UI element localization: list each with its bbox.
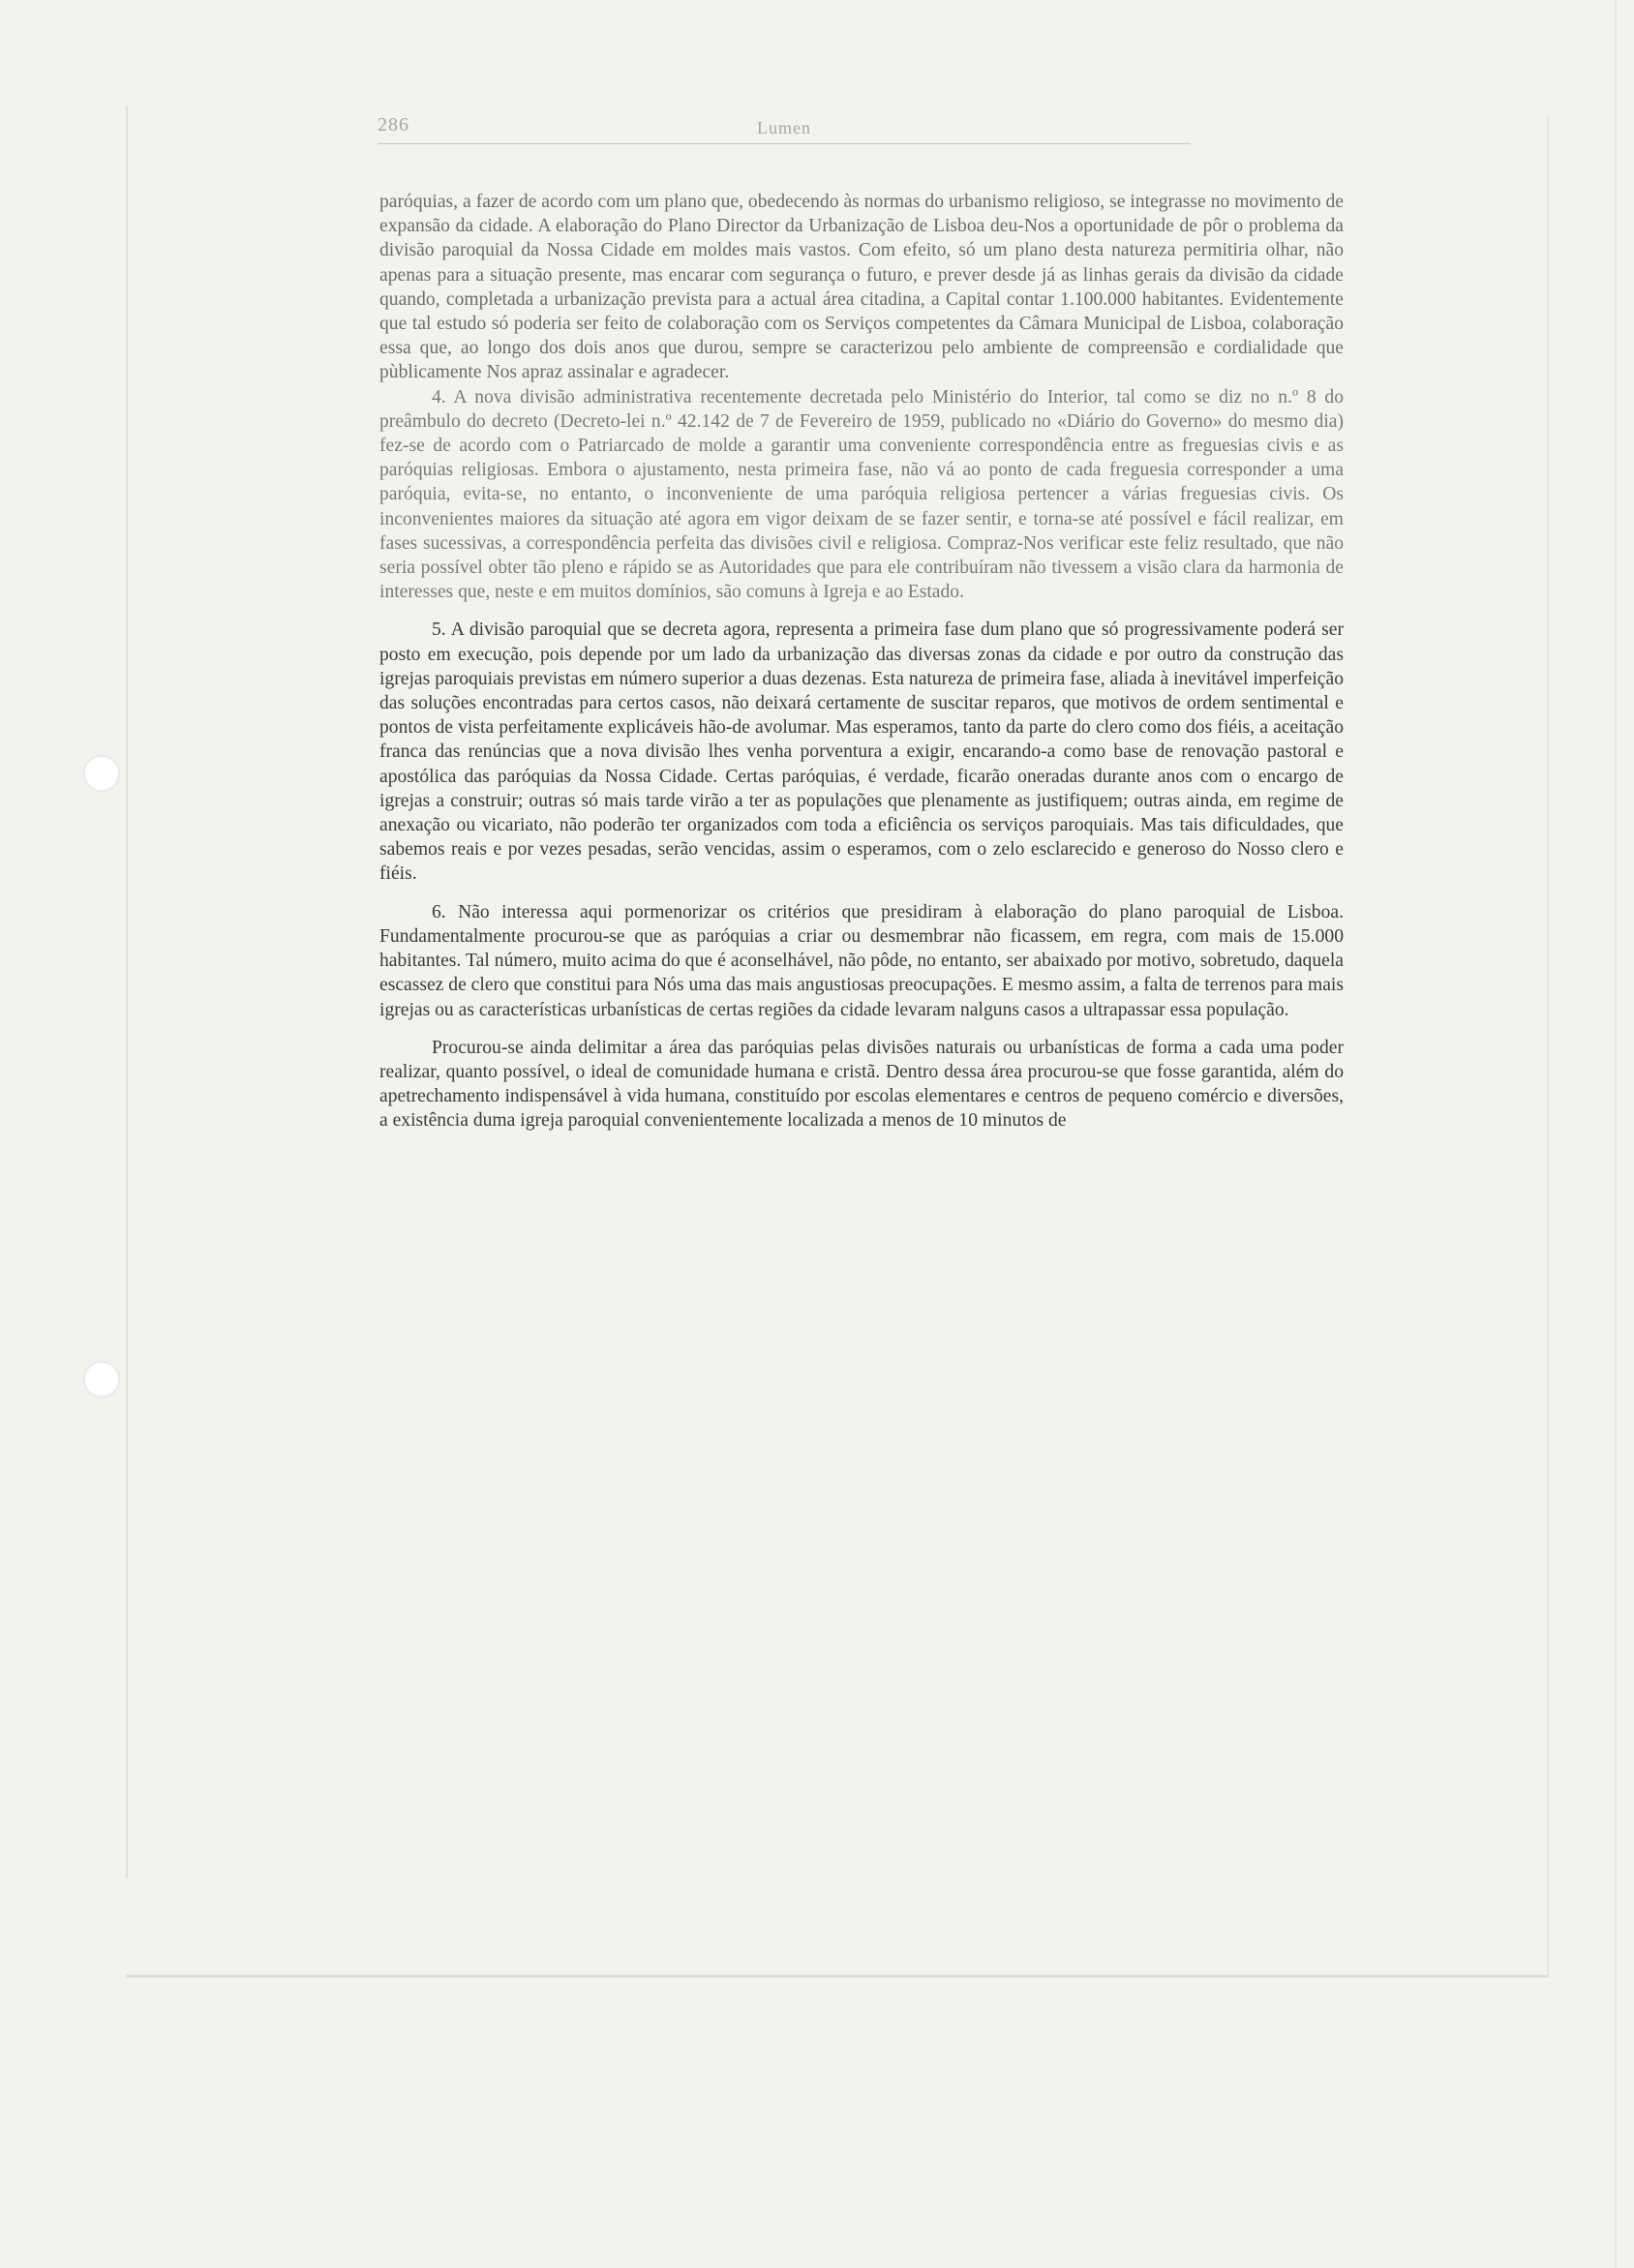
paragraph-5: Procurou-se ainda delimitar a área das paróquias pelas divisões naturais ou urbanísticas de forma a cada uma poder realizar, quanto possível, o ideal de comunidade humana e cristã. Dentro dessa área procurou-se que fosse garantida, além do apetrechamento indispensável à vida humana, constituído por escolas elementares e centros de pequeno comércio e diversões, a existência duma igreja paroquial convenientemente localizada a menos de 10 minutos de: [379, 1037, 1344, 1132]
punch-hole-top: [83, 755, 120, 792]
paragraph-1: paróquias, a fazer de acordo com um plano que, obedecendo às normas do urbanismo religioso, se integrasse no movimento de expansão da cidade. A elaboração do Plano Director da Urbanização de Lisboa deu-Nos a oportunidade de pôr o problema da divisão paroquial da Nossa Cidade em moldes mais vastos. Com efeito, só um plano desta natureza permitiria olhar, não apenas para a situação presente, mas encarar com segurança o futuro, e prever desde já as linhas gerais da divisão da cidade quando, completada a urbanização prevista para a actual área citadina, a Capital contar 1.100.000 habitantes. Evidentemente que tal estudo só poderia ser feito de colaboração com os Serviços competentes da Câmara Municipal de Lisboa, colaboração essa que, ao longo dos dois anos que durou, sempre se caracterizou pelo ambiente de compreensão e cordialidade que pùblicamente Nos apraz assinalar e agradecer.: [379, 192, 1344, 383]
scan-far-right-edge: [1615, 0, 1617, 2268]
page-number: 286: [378, 114, 409, 136]
page-header: [378, 114, 1191, 144]
document-body: [379, 190, 1344, 1134]
scan-right-edge: [1547, 116, 1549, 1975]
paragraph-4: 6. Não interessa aqui pormenorizar os critérios que presidiram à elaboração do plano paroquial de Lisboa. Fundamentalmente procurou-se que as paróquias a criar ou desmembrar não ficassem, em regra, com mais de 15.000 habitantes. Tal número, muito acima do que é aconselhável, não pôde, no entanto, ser abaixado por motivo, sobretudo, daquela escassez de clero que constitui para Nós uma das mais angustiosas preocupações. E mesmo assim, a falta de terrenos para mais igrejas ou as características urbanísticas de certas regiões da cidade levaram nalguns casos a ultrapassar essa população.: [379, 901, 1344, 1020]
running-title: Lumen: [757, 118, 811, 137]
scan-bottom-edge: [126, 1975, 1549, 1978]
paragraph-3: 5. A divisão paroquial que se decreta agora, representa a primeira fase dum plano que só progressivamente poderá ser posto em execução, pois depende por um lado da urbanização das diversas zonas da cidade e por outro da construção das igrejas paroquiais previstas em número superior a duas dezenas. Esta natureza de primeira fase, aliada à inevitável imperfeição das soluções encontradas para certos casos, não deixará certamente de suscitar reparos, que motivos de ordem sentimental e pontos de vista perfeitamente explicáveis hão-de avolumar. Mas esperamos, tanto da parte do clero como dos fiéis, a aceitação franca das renúncias que a nova divisão lhes venha porventura a exigir, encarando-a como base de renovação pastoral e apostólica das paróquias da Nossa Cidade. Certas paróquias, é verdade, ficarão oneradas durante anos com o encargo de igrejas a construir; outras só mais tarde virão a ter as populações que plenamente as justifiquem; outras ainda, em regime de anexação ou vicariato, não poderão ter organizados com toda a eficiência os serviços paroquiais. Mas tais dificuldades, que sabemos reais e por vezes pesadas, serão vencidas, assim o esperamos, com o zelo esclarecido e generoso do Nosso clero e fiéis.: [379, 620, 1344, 885]
punch-hole-bottom: [83, 1361, 120, 1398]
scan-left-edge: [126, 106, 128, 1878]
paragraph-2: 4. A nova divisão administrativa recentemente decretada pelo Ministério do Interior, tal como se diz no n.º 8 do preâmbulo do decreto (Decreto-lei n.º 42.142 de 7 de Fevereiro de 1959, publicado no «Diário do Governo» do mesmo dia) fez-se de acordo com o Patriarcado de molde a garantir uma conveniente correspondência entre as freguesias civis e as paróquias religiosas. Embora o ajustamento, nesta primeira fase, não vá ao ponto de cada freguesia corresponder a uma paróquia, evita-se, no entanto, o inconveniente de uma paróquia religiosa pertencer a várias freguesias civis. Os inconvenientes maiores da situação até agora em vigor deixam de se fazer sentir, e torna-se até possível e fácil realizar, em fases sucessivas, a correspondência perfeita das divisões civil e religiosa. Compraz-Nos verificar este feliz resultado, que não seria possível obter tão pleno e rápido se as Autoridades que para ele contribuíram não tivessem a visão clara da harmonia de interesses que, neste e em muitos domínios, são comuns à Igreja e ao Estado.: [379, 386, 1344, 603]
